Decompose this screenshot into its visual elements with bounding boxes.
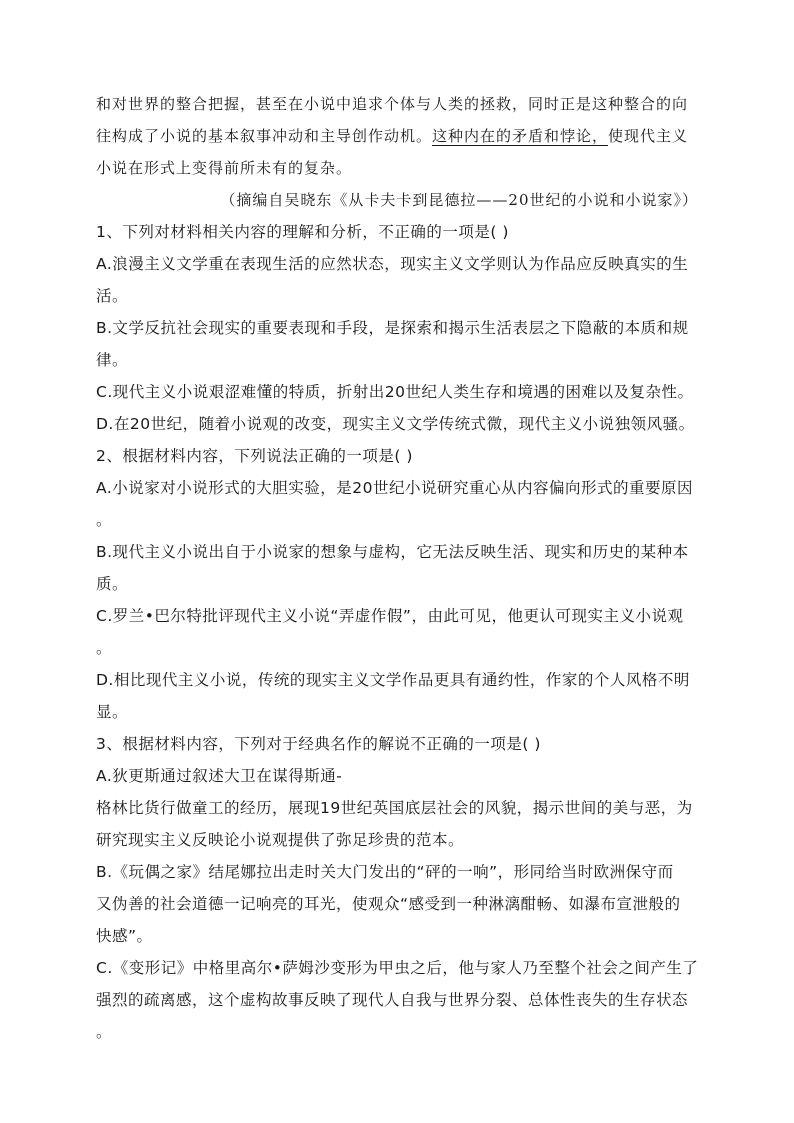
question-3-option-b-line-2: 又伪善的社会道德一记响亮的耳光，使观众“感受到一种淋漓酣畅、如瀑布宣泄般的 (96, 895, 681, 913)
question-2-option-b-line-2: 质。 (96, 575, 129, 593)
question-2-option-c-line-2: 。 (96, 639, 113, 657)
question-3-option-a-line-2: 格林比货行做童工的经历，展现19世纪英国底层社会的风貌，揭示世间的美与恶，为 (96, 799, 693, 817)
question-3-option-a-line-3: 研究现实主义反映论小说观提供了弥足珍贵的范本。 (96, 831, 465, 849)
passage-line-2-part-a: 往构成了小说的基本叙事冲动和主导创作动机。 (96, 127, 433, 145)
question-3-option-c-line-2: 强烈的疏离感，这个虚构故事反映了现代人自我与世界分裂、总体性丧失的生存状态 (96, 991, 689, 1009)
question-1-option-b-line-2: 律。 (96, 351, 129, 369)
passage-underlined-phrase: 这种内在的矛盾和悖论， (432, 127, 609, 145)
question-1-option-a-line-1: A.浪漫主义文学重在表现生活的应然状态，现实主义文学则认为作品应反映真实的生 (96, 255, 689, 273)
question-3-option-c-line-3: 。 (96, 1023, 113, 1041)
question-3-option-a-line-1: A.狄更斯通过叙述大卫在谋得斯通- (96, 767, 343, 785)
question-2-option-d-line-1: D.相比现代主义小说，传统的现实主义文学作品更具有通约性，作家的个人风格不明 (96, 671, 690, 689)
question-2-stem: 2、根据材料内容，下列说法正确的一项是( ) (96, 447, 413, 465)
passage-line-2 (96, 126, 688, 146)
passage-attribution: （摘编自吴晓东《从卡夫卡到昆德拉——20世纪的小说和小说家》） (220, 191, 698, 209)
passage-line-3: 小说在形式上变得前所未有的复杂。 (96, 159, 353, 177)
question-3-option-b-line-3: 快感”。 (96, 927, 153, 945)
question-2-option-d-line-2: 显。 (96, 703, 129, 721)
question-1-option-c: C.现代主义小说艰涩难懂的特质，折射出20世纪人类生存和境遇的困难以及复杂性。 (96, 383, 694, 401)
passage-line-1: 和对世界的整合把握，甚至在小说中追求个体与人类的拯救，同时正是这种整合的向 (96, 95, 689, 113)
passage-line-2-part-c: 使现代主义 (608, 127, 689, 145)
question-1-option-a-line-2: 活。 (96, 287, 129, 305)
question-2-option-a-line-2: 。 (96, 511, 113, 529)
question-2-option-b-line-1: B.现代主义小说出自于小说家的想象与虚构，它无法反映生活、现实和历史的某种本 (96, 543, 689, 561)
question-1-option-d: D.在20世纪，随着小说观的改变，现实主义文学传统式微，现代主义小说独领风骚。 (96, 415, 695, 433)
question-2-option-c-line-1: C.罗兰•巴尔特批评现代主义小说“弄虚作假”，由此可见，他更认可现实主义小说观 (96, 607, 684, 625)
question-3-stem: 3、根据材料内容，下列对于经典名作的解说不正确的一项是( ) (96, 735, 541, 753)
question-1-option-b-line-1: B.文学反抗社会现实的重要表现和手段，是探索和揭示生活表层之下隐蔽的本质和规 (96, 319, 689, 337)
question-2-option-a-line-1: A.小说家对小说形式的大胆实验，是20世纪小说研究重心从内容偏向形式的重要原因 (96, 479, 693, 497)
question-1-stem: 1、下列对材料相关内容的理解和分析，不正确的一项是( ) (96, 223, 509, 241)
question-3-option-b-line-1: B.《玩偶之家》结尾娜拉出走时关大门发出的“砰的一响”，形同给当时欧洲保守而 (96, 863, 674, 881)
question-3-option-c-line-1: C.《变形记》中格里高尔•萨姆沙变形为甲虫之后，他与家人乃至整个社会之间产生了 (96, 959, 699, 977)
